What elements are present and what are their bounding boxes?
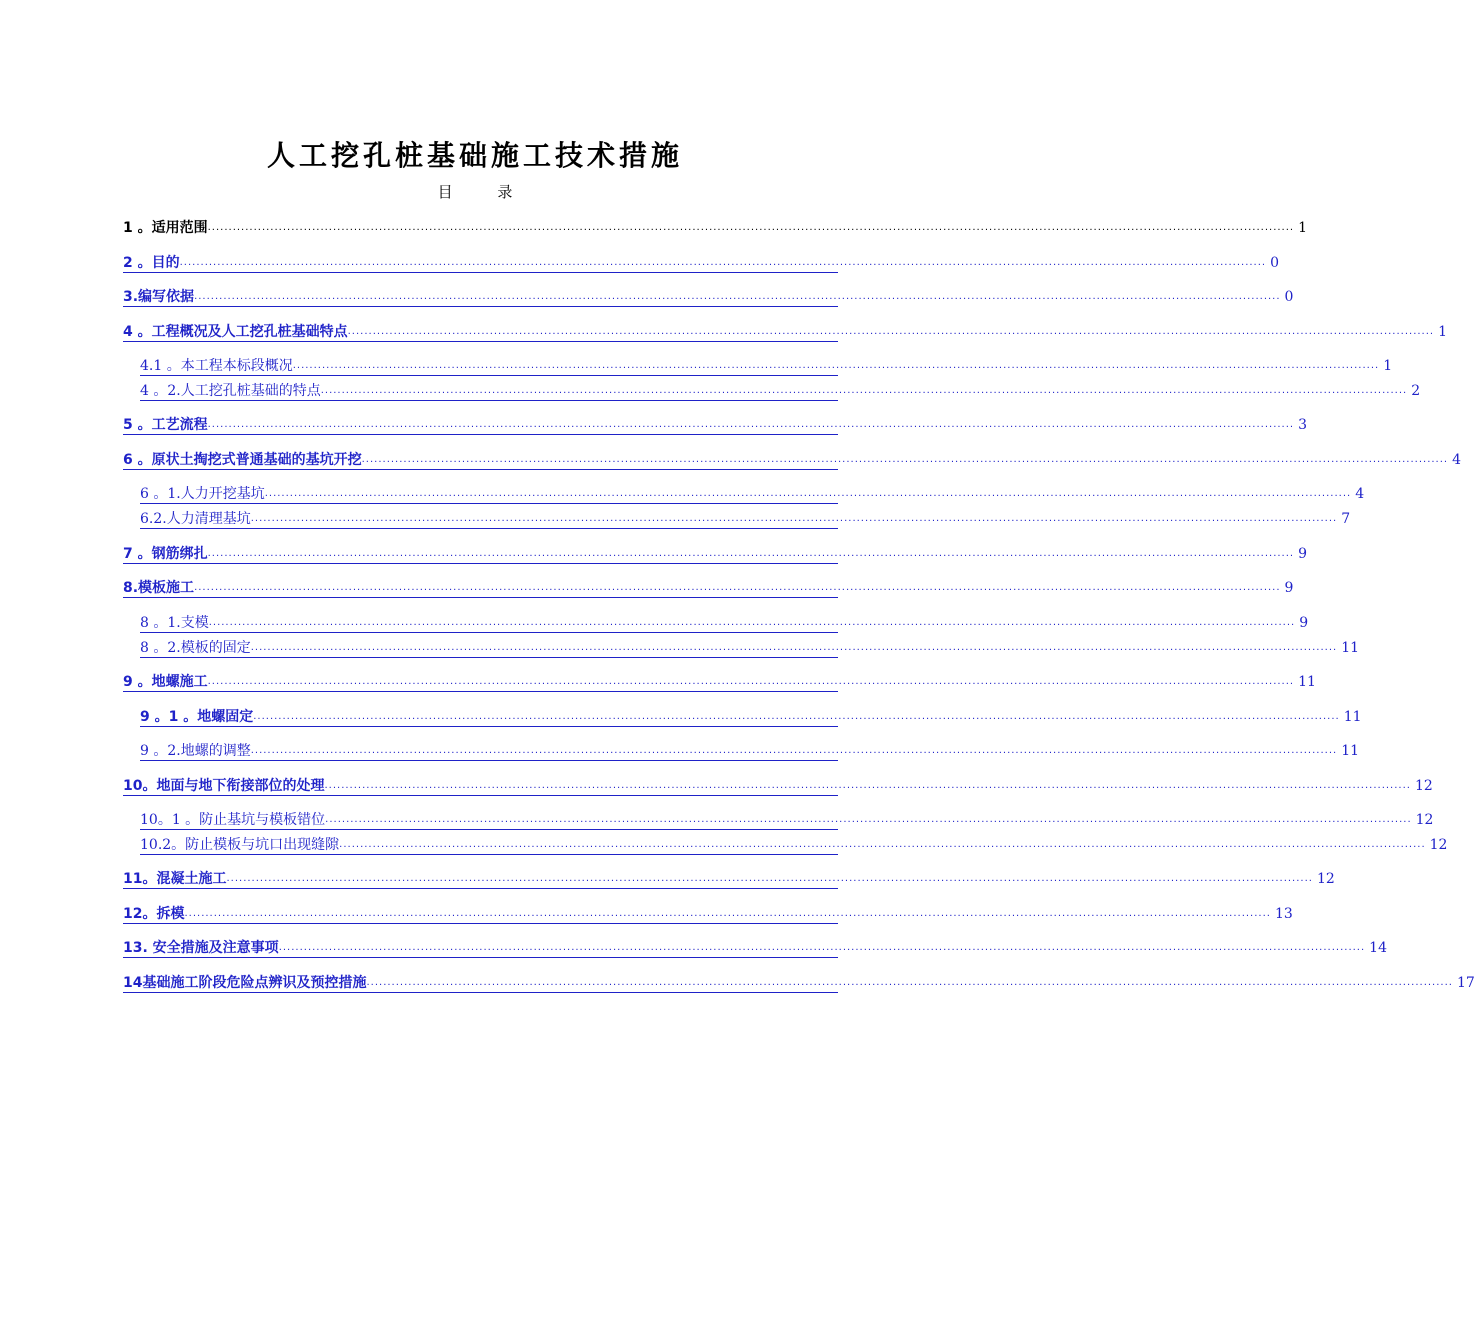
toc-entry-page: 4 — [1452, 452, 1462, 468]
toc-leader-dots: .................................................................................................................................................................................................................................................................... — [179, 257, 1267, 268]
toc-entry[interactable] — [140, 353, 1393, 376]
toc-entry-page: 1 — [1298, 220, 1308, 236]
toc-entry[interactable] — [140, 738, 1360, 761]
toc-entry-label: 2 。目的 — [123, 255, 180, 271]
toc-entry-page: 11 — [1343, 709, 1362, 725]
toc-entry[interactable] — [123, 284, 1294, 307]
toc-leader-dots: .................................................................................................................................................................................................................................................................... — [292, 360, 1380, 371]
toc-entry[interactable] — [123, 773, 1433, 796]
toc-entry-label: 13. 安全措施及注意事项 — [123, 940, 279, 956]
toc-leader-dots: .................................................................................................................................................................................................................................................................... — [320, 385, 1408, 396]
toc-entry-page: 12 — [1415, 812, 1434, 828]
toc-entry-label: 3.编写依据 — [123, 289, 195, 305]
toc-entry-page: 17 — [1456, 975, 1475, 991]
toc-entry — [123, 215, 1308, 237]
toc-entry-page: 1 — [1438, 324, 1448, 340]
toc-entry-page: 11 — [1341, 743, 1360, 759]
toc-entry[interactable] — [140, 506, 1351, 529]
toc-leader-dots: .................................................................................................................................................................................................................................................................... — [207, 419, 1295, 430]
toc-entry[interactable] — [123, 412, 1308, 435]
toc-entry-page: 11 — [1298, 674, 1316, 690]
toc-entry-page: 9 — [1298, 546, 1308, 562]
toc-entry-page: 3 — [1298, 417, 1308, 433]
toc-entry-label: 9 。1 。地螺固定 — [140, 709, 254, 725]
toc-heading: 目 录 — [437, 183, 513, 201]
toc-entry-page: 0 — [1284, 289, 1294, 305]
toc-entry-label: 9 。地螺施工 — [123, 674, 208, 690]
toc-leader-dots: .................................................................................................................................................................................................................................................................... — [361, 454, 1449, 465]
toc-entry-page: 12 — [1414, 778, 1433, 794]
toc-leader-dots: .................................................................................................................................................................................................................................................................... — [207, 676, 1295, 687]
toc-entry-label: 8.模板施工 — [123, 580, 195, 596]
toc-leader-dots: .................................................................................................................................................................................................................................................................... — [325, 814, 1412, 825]
toc-entry-page: 13 — [1274, 906, 1293, 922]
toc-leader-dots: .................................................................................................................................................................................................................................................................... — [250, 642, 1338, 653]
toc-leader-dots: .................................................................................................................................................................................................................................................................... — [194, 291, 1281, 302]
toc-entry-label: 5 。工艺流程 — [123, 417, 208, 433]
toc-entry[interactable] — [140, 378, 1421, 401]
toc-entry[interactable] — [140, 832, 1448, 855]
toc-entry-page: 0 — [1270, 255, 1280, 271]
toc-entry[interactable] — [123, 901, 1293, 924]
toc-entry-label: 7 。钢筋绑扎 — [123, 546, 208, 562]
toc-entry-page: 4 — [1355, 486, 1365, 502]
toc-entry-label: 6.2.人力清理基坑 — [140, 511, 251, 527]
toc-entry-label: 14基础施工阶段危险点辨识及预控措施 — [123, 975, 367, 991]
toc-entry-page: 12 — [1316, 871, 1335, 887]
toc-leader-dots: .................................................................................................................................................................................................................................................................... — [184, 908, 1271, 919]
toc-leader-dots: .................................................................................................................................................................................................................................................................... — [347, 326, 1435, 337]
toc-entry-page: 2 — [1411, 383, 1421, 399]
toc-entry[interactable] — [123, 319, 1448, 342]
toc-leader-dots: .................................................................................................................................................................................................................................................................... — [194, 582, 1281, 593]
toc-entry-label: 4.1 。本工程本标段概况 — [140, 358, 293, 374]
toc-entry-page: 14 — [1369, 940, 1387, 956]
toc-entry[interactable] — [123, 575, 1294, 598]
toc-entry[interactable] — [140, 610, 1309, 633]
toc-leader-dots: .................................................................................................................................................................................................................................................................... — [207, 222, 1295, 233]
toc-entry-page: 1 — [1383, 358, 1393, 374]
toc-entry[interactable] — [123, 970, 1475, 993]
toc-leader-dots: .................................................................................................................................................................................................................................................................... — [264, 488, 1352, 499]
toc-leader-dots: .................................................................................................................................................................................................................................................................... — [250, 745, 1338, 756]
toc-entry-label: 12。拆模 — [123, 906, 185, 922]
toc-entry[interactable] — [123, 541, 1308, 564]
toc-entry-label: 11。混凝土施工 — [123, 871, 227, 887]
toc-entry[interactable] — [140, 807, 1434, 830]
toc-leader-dots: .................................................................................................................................................................................................................................................................... — [207, 548, 1295, 559]
toc-entry-label: 6 。原状土掏挖式普通基础的基坑开挖 — [123, 452, 362, 468]
toc-entry[interactable] — [140, 481, 1365, 504]
toc-leader-dots: .................................................................................................................................................................................................................................................................... — [253, 711, 1340, 722]
toc-leader-dots: .................................................................................................................................................................................................................................................................... — [226, 873, 1313, 884]
toc-entry-page: 12 — [1429, 837, 1448, 853]
toc-leader-dots: .................................................................................................................................................................................................................................................................... — [208, 617, 1296, 628]
toc-entry-label: 4 。2.人工挖孔桩基础的特点 — [140, 383, 321, 399]
toc-entry-page: 7 — [1341, 511, 1351, 527]
toc-entry-label: 10。1 。防止基坑与模板错位 — [140, 812, 326, 828]
toc-leader-dots: .................................................................................................................................................................................................................................................................... — [339, 839, 1426, 850]
toc-entry-label: 10。地面与地下衔接部位的处理 — [123, 778, 325, 794]
toc-entry[interactable] — [123, 866, 1335, 889]
toc-entry-page: 9 — [1299, 615, 1309, 631]
toc-entry-label: 9 。2.地螺的调整 — [140, 743, 251, 759]
toc-entry-label: 8 。1.支模 — [140, 615, 209, 631]
toc-entry[interactable] — [123, 250, 1280, 273]
toc-leader-dots: .................................................................................................................................................................................................................................................................... — [278, 942, 1366, 953]
toc-entry[interactable] — [123, 447, 1462, 470]
toc-entry-label: 1 。适用范围 — [123, 220, 208, 236]
toc-leader-dots: .................................................................................................................................................................................................................................................................... — [250, 513, 1338, 524]
toc-entry[interactable] — [123, 935, 1387, 958]
toc-entry-label: 8 。2.模板的固定 — [140, 640, 251, 656]
toc-entry-label: 10.2。防止模板与坑口出现缝隙 — [140, 837, 340, 853]
toc-entry-page: 9 — [1284, 580, 1294, 596]
document-title: 人工挖孔桩基础施工技术措施 — [266, 139, 683, 172]
toc-entry-label: 4 。工程概况及人工挖孔桩基础特点 — [123, 324, 348, 340]
toc-entry[interactable] — [123, 669, 1316, 692]
toc-entry[interactable] — [140, 635, 1360, 658]
toc-entry-label: 6 。1.人力开挖基坑 — [140, 486, 265, 502]
toc-entry-page: 11 — [1341, 640, 1360, 656]
toc-leader-dots: .................................................................................................................................................................................................................................................................... — [324, 780, 1411, 791]
toc-entry[interactable] — [140, 704, 1362, 727]
toc-leader-dots: .................................................................................................................................................................................................................................................................... — [366, 977, 1453, 988]
